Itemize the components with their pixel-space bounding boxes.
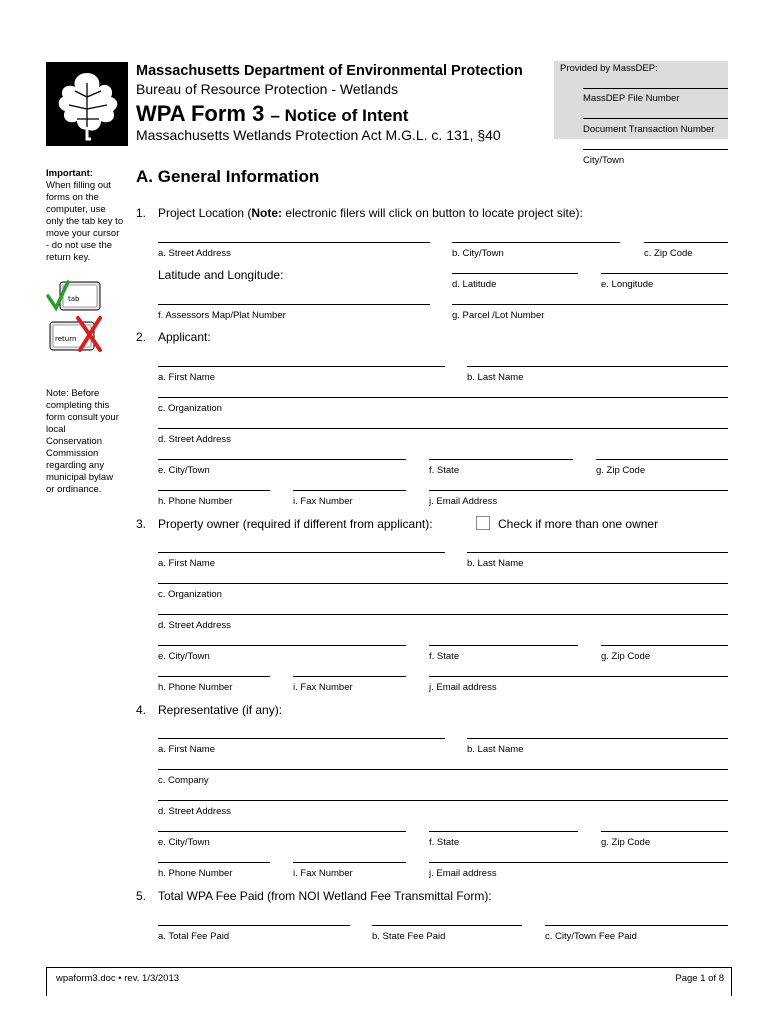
q4-state-line[interactable] bbox=[429, 831, 578, 832]
provided-city-town-line[interactable] bbox=[583, 149, 728, 150]
transaction-number-line[interactable] bbox=[583, 118, 728, 119]
massdep-file-number-line[interactable] bbox=[583, 88, 728, 89]
q4-zip-line[interactable] bbox=[601, 831, 728, 832]
q4-company-label: c. Company bbox=[158, 775, 209, 786]
transaction-number-label: Document Transaction Number bbox=[583, 124, 715, 135]
q3-street-line[interactable] bbox=[158, 614, 728, 615]
q1-city-line[interactable] bbox=[452, 242, 620, 243]
q2-state-line[interactable] bbox=[429, 459, 573, 460]
important-note bbox=[46, 168, 124, 264]
return-key-wrong-icon bbox=[46, 314, 108, 354]
q1-latitude-label: d. Latitude bbox=[452, 279, 497, 290]
q2-last-line[interactable] bbox=[467, 366, 728, 367]
q5-city-fee-label: c. City/Town Fee Paid bbox=[545, 931, 637, 942]
q4-phone-line[interactable] bbox=[158, 862, 270, 863]
q5-number: 5. bbox=[136, 889, 147, 903]
q1-longitude-line[interactable] bbox=[601, 273, 728, 274]
form-title bbox=[136, 101, 408, 127]
q2-street-label: d. Street Address bbox=[158, 434, 231, 445]
q2-email-line[interactable] bbox=[429, 490, 728, 491]
q4-last-line[interactable] bbox=[467, 738, 728, 739]
bylaw-note: Note: Before completing this form consult your local Conservation Commission regarding any municipal bylaw or ordinance. bbox=[46, 388, 119, 495]
q1-suffix: electronic filers will click on button to locate project site): bbox=[282, 206, 583, 220]
q2-city-line[interactable] bbox=[158, 459, 406, 460]
massdep-oak-leaf-logo bbox=[46, 62, 128, 146]
q4-street-label: d. Street Address bbox=[158, 806, 231, 817]
q1-street-label: a. Street Address bbox=[158, 248, 231, 259]
important-text: When filling out forms on the computer, use only the tab key to move your cursor - do not use the return key. bbox=[46, 180, 124, 263]
q3-property-owner: Property owner (required if different from applicant): bbox=[158, 517, 433, 531]
q4-city-label: e. City/Town bbox=[158, 837, 210, 848]
important-heading: Important: bbox=[46, 168, 93, 179]
form-title-main: WPA Form 3 bbox=[136, 101, 265, 126]
q1-prefix: Project Location ( bbox=[158, 206, 252, 220]
footer-revision: wpaform3.doc • rev. 1/3/2013 bbox=[56, 973, 180, 984]
q1-map-line[interactable] bbox=[158, 304, 430, 305]
q1-zip-label: c. Zip Code bbox=[644, 248, 693, 259]
q3-city-line[interactable] bbox=[158, 645, 406, 646]
q4-fax-line[interactable] bbox=[293, 862, 406, 863]
q3-zip-line[interactable] bbox=[601, 645, 728, 646]
q2-first-line[interactable] bbox=[158, 366, 445, 367]
q3-zip-label: g. Zip Code bbox=[601, 651, 651, 662]
q2-zip-label: g. Zip Code bbox=[596, 465, 646, 476]
q5-state-fee-line[interactable] bbox=[372, 925, 522, 926]
q3-state-label: f. State bbox=[429, 651, 460, 662]
q3-fax-label: i. Fax Number bbox=[293, 682, 353, 693]
q3-fax-line[interactable] bbox=[293, 676, 406, 677]
q3-first-line[interactable] bbox=[158, 552, 445, 553]
q3-org-label: c. Organization bbox=[158, 589, 222, 600]
q2-email-label: j. Email Address bbox=[429, 496, 498, 507]
q5-total-fee: Total WPA Fee Paid (from NOI Wetland Fee Transmittal Form): bbox=[158, 889, 492, 903]
q4-first-line[interactable] bbox=[158, 738, 445, 739]
q3-phone-line[interactable] bbox=[158, 676, 270, 677]
q2-fax-line[interactable] bbox=[293, 490, 406, 491]
q2-org-line[interactable] bbox=[158, 397, 728, 398]
act-citation: Massachusetts Wetlands Protection Act M.G.L. c. 131, §40 bbox=[136, 127, 501, 143]
q2-applicant: Applicant: bbox=[158, 330, 211, 344]
q4-company-line[interactable] bbox=[158, 769, 728, 770]
massdep-file-number-label: MassDEP File Number bbox=[583, 93, 680, 104]
q5-total-fee-label: a. Total Fee Paid bbox=[158, 931, 230, 942]
q1-number: 1. bbox=[136, 206, 147, 220]
form-title-sub: – Notice of Intent bbox=[270, 106, 409, 125]
q3-email-line[interactable] bbox=[429, 676, 728, 677]
q4-state-label: f. State bbox=[429, 837, 460, 848]
provided-city-town-label: City/Town bbox=[583, 155, 625, 166]
q2-city-label: e. City/Town bbox=[158, 465, 210, 476]
q1-map-label: f. Assessors Map/Plat Number bbox=[158, 310, 286, 321]
q2-first-label: a. First Name bbox=[158, 372, 216, 383]
q4-first-label: a. First Name bbox=[158, 744, 216, 755]
q3-email-label: j. Email address bbox=[429, 682, 497, 693]
footer-page-number: Page 1 of 8 bbox=[675, 973, 724, 984]
q4-representative: Representative (if any): bbox=[158, 703, 283, 717]
q3-org-line[interactable] bbox=[158, 583, 728, 584]
tab-key-correct-icon bbox=[46, 280, 102, 314]
q2-org-label: c. Organization bbox=[158, 403, 222, 414]
q2-street-line[interactable] bbox=[158, 428, 728, 429]
q3-street-label: d. Street Address bbox=[158, 620, 231, 631]
department-name: Massachusetts Department of Environmental Protection bbox=[136, 63, 523, 79]
q3-city-label: e. City/Town bbox=[158, 651, 210, 662]
q2-number: 2. bbox=[136, 330, 147, 344]
q4-city-line[interactable] bbox=[158, 831, 406, 832]
q1-parcel-label: g. Parcel /Lot Number bbox=[452, 310, 545, 321]
bureau-name: Bureau of Resource Protection - Wetlands bbox=[136, 81, 398, 97]
q4-zip-label: g. Zip Code bbox=[601, 837, 651, 848]
q4-fax-label: i. Fax Number bbox=[293, 868, 353, 879]
q3-first-label: a. First Name bbox=[158, 558, 216, 569]
more-than-one-owner-label: Check if more than one owner bbox=[498, 517, 659, 531]
q4-phone-label: h. Phone Number bbox=[158, 868, 233, 879]
q2-zip-line[interactable] bbox=[596, 459, 728, 460]
return-key-text: return bbox=[55, 335, 77, 343]
q4-street-line[interactable] bbox=[158, 800, 728, 801]
q2-fax-label: i. Fax Number bbox=[293, 496, 353, 507]
q1-zip-line[interactable] bbox=[644, 242, 728, 243]
q4-number: 4. bbox=[136, 703, 147, 717]
section-a-title: A. General Information bbox=[136, 167, 320, 186]
q1-street-line[interactable] bbox=[158, 242, 430, 243]
q2-phone-label: h. Phone Number bbox=[158, 496, 233, 507]
q4-email-label: j. Email address bbox=[429, 868, 497, 879]
q3-state-line[interactable] bbox=[429, 645, 578, 646]
q4-email-line[interactable] bbox=[429, 862, 728, 863]
q1-project-location bbox=[158, 206, 583, 220]
q5-city-fee-line[interactable] bbox=[545, 925, 728, 926]
q2-state-label: f. State bbox=[429, 465, 460, 476]
q1-note-bold: Note: bbox=[251, 206, 283, 220]
q3-last-label: b. Last Name bbox=[467, 558, 524, 569]
q3-phone-label: h. Phone Number bbox=[158, 682, 233, 693]
q3-number: 3. bbox=[136, 517, 147, 531]
q3-last-line[interactable] bbox=[467, 552, 728, 553]
provided-by-title: Provided by MassDEP: bbox=[560, 63, 658, 74]
q2-phone-line[interactable] bbox=[158, 490, 270, 491]
q1-city-label: b. City/Town bbox=[452, 248, 504, 259]
more-than-one-owner-checkbox[interactable] bbox=[476, 516, 490, 530]
q5-total-fee-line[interactable] bbox=[158, 925, 350, 926]
q1-latitude-line[interactable] bbox=[452, 273, 578, 274]
q5-state-fee-label: b. State Fee Paid bbox=[372, 931, 446, 942]
q2-last-label: b. Last Name bbox=[467, 372, 524, 383]
q1-parcel-line[interactable] bbox=[452, 304, 728, 305]
q4-last-label: b. Last Name bbox=[467, 744, 524, 755]
tab-key-text: tab bbox=[68, 295, 80, 303]
q1-latlong-label: Latitude and Longitude: bbox=[158, 268, 284, 282]
q1-longitude-label: e. Longitude bbox=[601, 279, 654, 290]
